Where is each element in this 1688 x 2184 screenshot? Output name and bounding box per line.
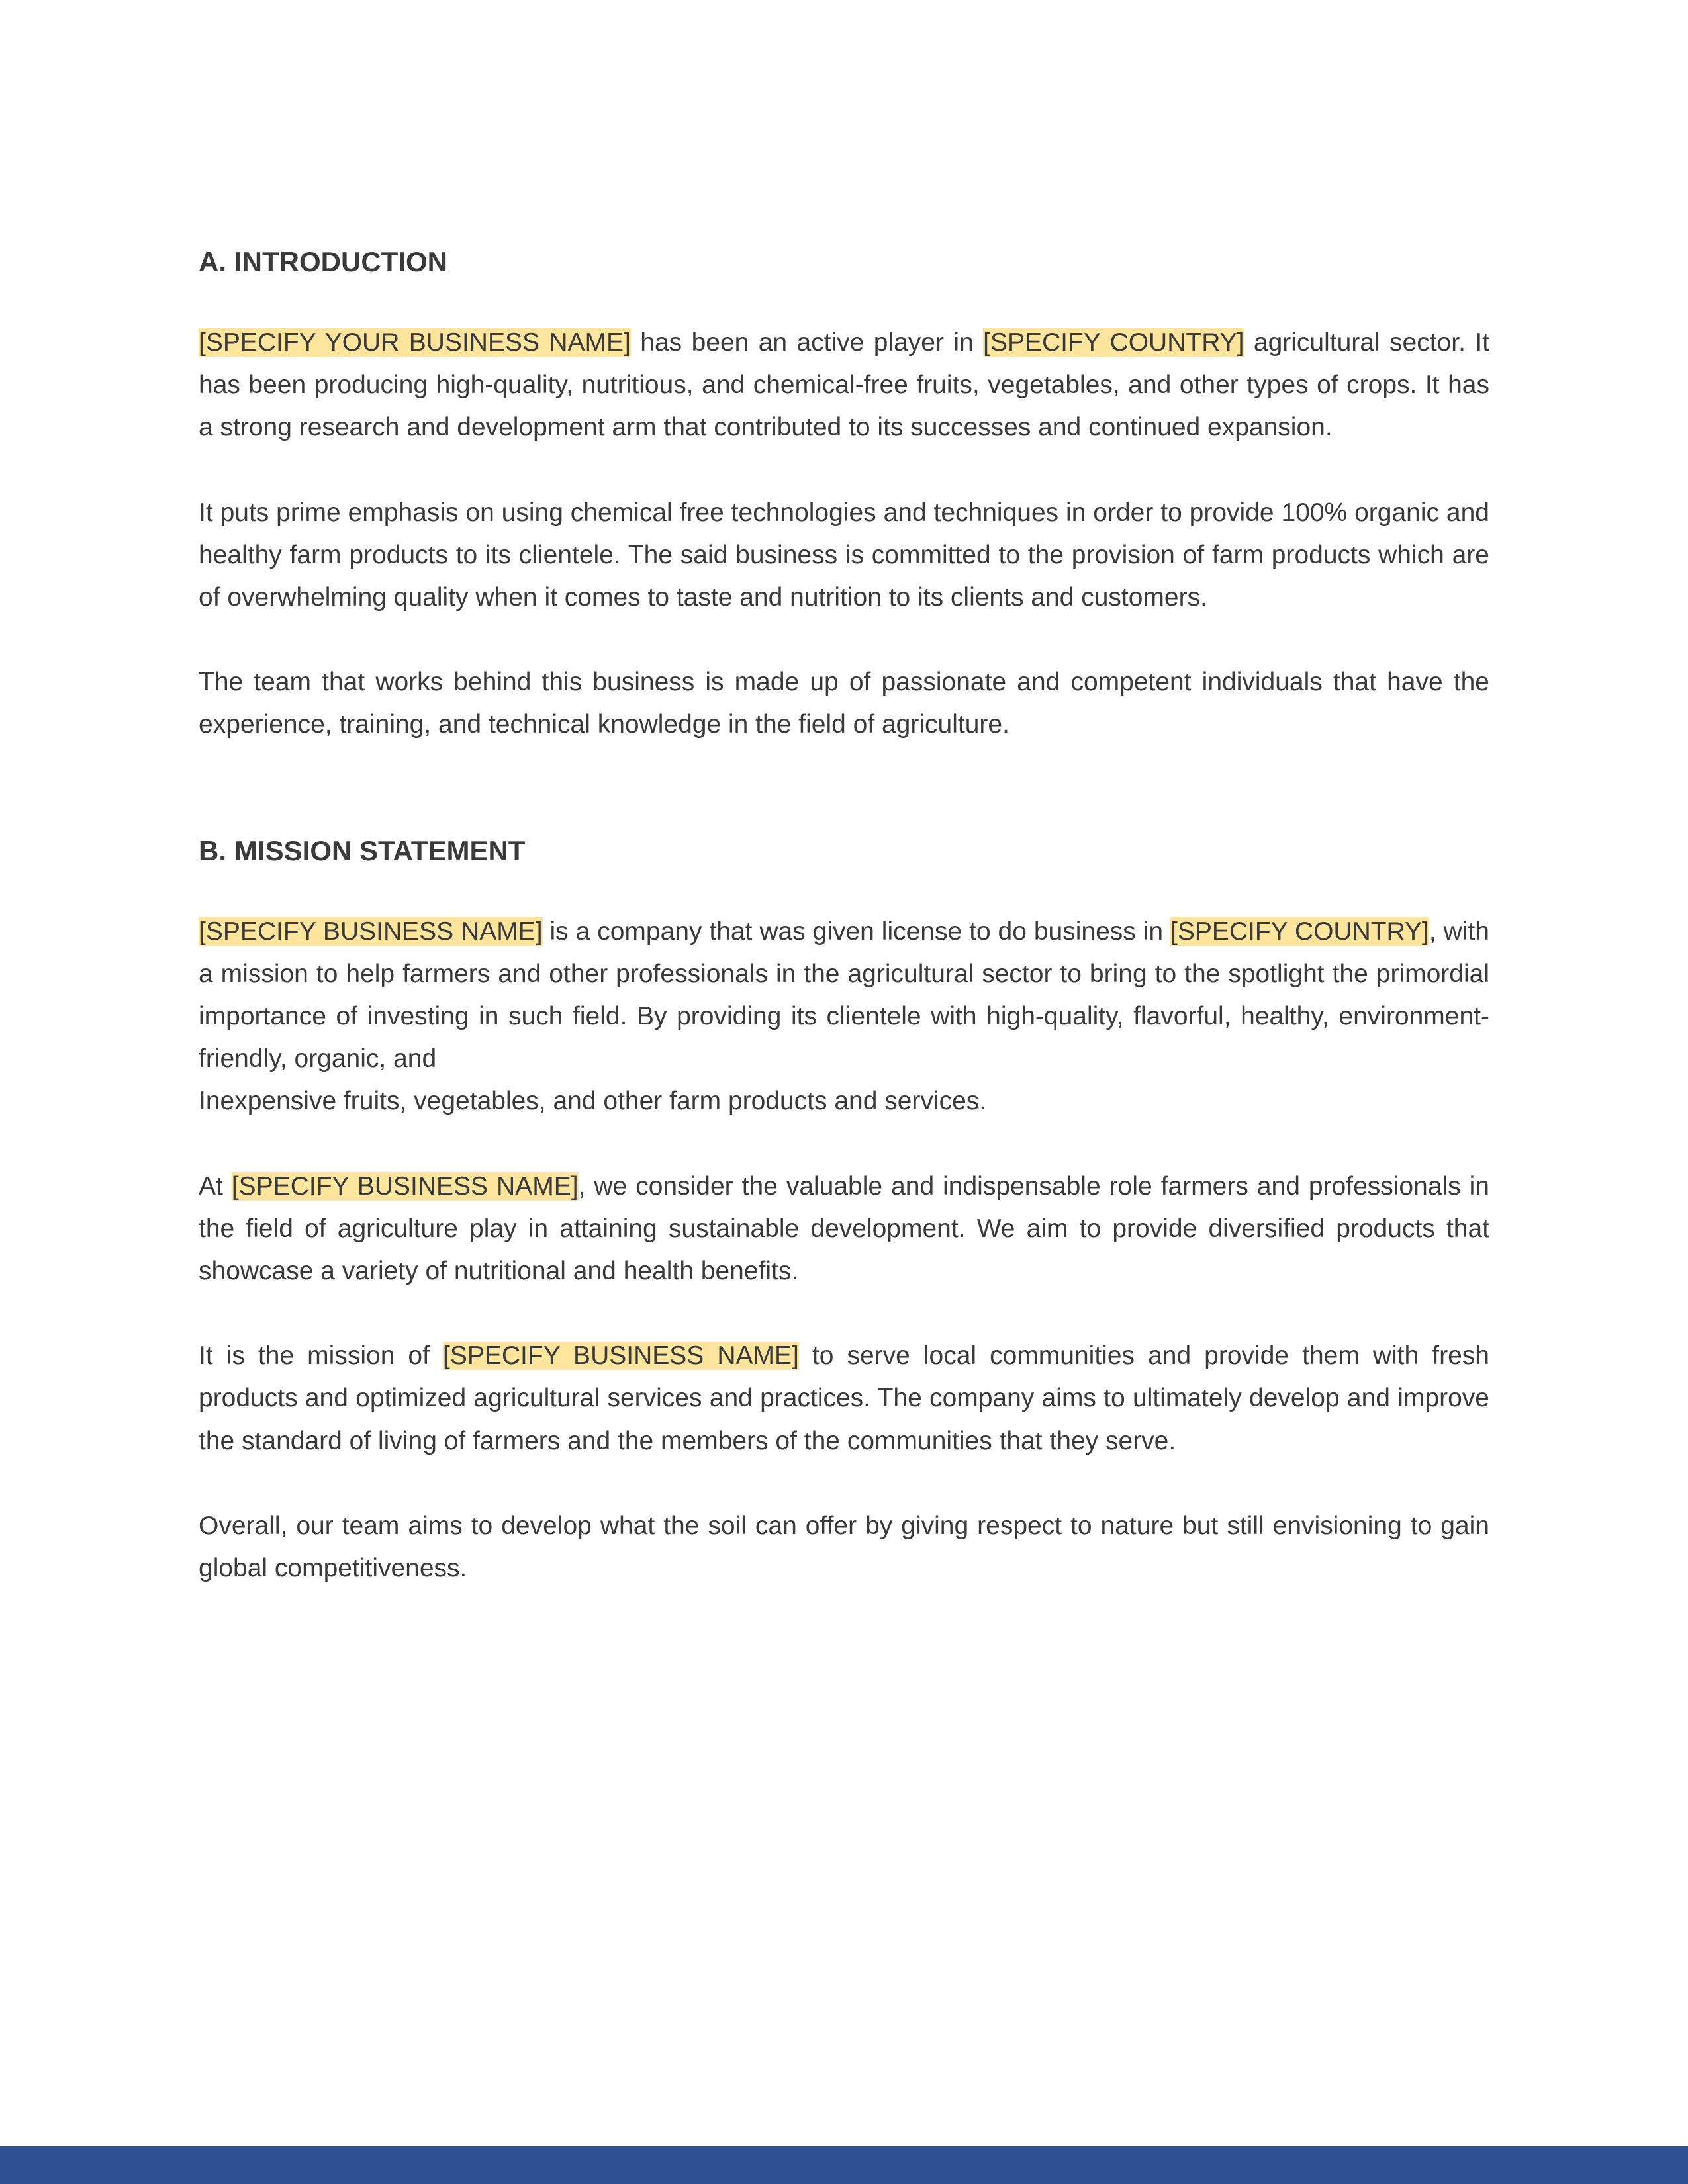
- mission-paragraph-2: [199, 1165, 1489, 1293]
- footer-bar: [0, 2146, 1688, 2184]
- section-letter: B.: [199, 835, 226, 866]
- mission-paragraph-1: [199, 911, 1489, 1081]
- text-run: agricultural sector. It has been producing high-quality, nutritious, and chemical-free fruits, vegetables, and other types of crops. It has a strong research and development arm that contributed to its successes and continued expansion.: [199, 328, 1489, 442]
- mission-paragraph-3: [199, 1335, 1489, 1463]
- text-run: is a company that was given license to do business in: [542, 917, 1170, 946]
- placeholder-country[interactable]: [SPECIFY COUNTRY]: [983, 328, 1244, 357]
- placeholder-business-name[interactable]: [SPECIFY BUSINESS NAME]: [443, 1342, 799, 1371]
- text-run: , we consider the valuable and indispensable role farmers and professionals in the field of agriculture play in attaining sustainable development. We aim to provide diversified products that showcase a variety of nutritional and health benefits.: [199, 1171, 1490, 1286]
- placeholder-business-name[interactable]: [SPECIFY BUSINESS NAME]: [199, 917, 543, 946]
- text-run: has been an active player in: [630, 328, 984, 357]
- placeholder-business-name[interactable]: [SPECIFY YOUR BUSINESS NAME]: [199, 328, 631, 357]
- text-run: to serve local communities and provide them with fresh products and optimized agricultural services and practices. The company aims to ultimately develop and improve the standard of living of farmers and the members of the communities that they serve.: [199, 1342, 1489, 1455]
- intro-paragraph-1: [199, 322, 1489, 449]
- text-run: It is the mission of: [199, 1342, 443, 1371]
- mission-paragraph-1-continued: Inexpensive fruits, vegetables, and other farm products and services.: [199, 1087, 987, 1116]
- section-title: MISSION STATEMENT: [234, 835, 526, 866]
- mission-paragraph-4: Overall, our team aims to develop what the soil can offer by giving respect to nature but still envisioning to gain global competitiveness.: [199, 1511, 1489, 1583]
- section-heading-mission: [199, 827, 1489, 875]
- section-heading-introduction: [199, 238, 1489, 286]
- text-run: At: [199, 1171, 232, 1201]
- placeholder-business-name[interactable]: [SPECIFY BUSINESS NAME]: [231, 1171, 579, 1201]
- intro-paragraph-2: It puts prime emphasis on using chemical free technologies and techniques in order to provide 100% organic and healthy farm products to its clientele. The said business is committed to the provision of farm products which are of overwhelming quality when it comes to taste and nutrition to its clients and customers.: [199, 498, 1489, 612]
- text-run: , with a mission to help farmers and other professionals in the agricultural sector to bring to the spotlight the primordial importance of investing in such field. By providing its clientele with high-quality, flavorful, healthy, environment-friendly, organic, and: [199, 917, 1489, 1073]
- placeholder-country[interactable]: [SPECIFY COUNTRY]: [1170, 917, 1429, 946]
- intro-paragraph-3: The team that works behind this business is made up of passionate and competent individuals that have the experience, training, and technical knowledge in the field of agriculture.: [199, 668, 1489, 739]
- document-body: [199, 238, 1489, 1590]
- section-title: INTRODUCTION: [234, 246, 447, 277]
- section-letter: A.: [199, 246, 226, 277]
